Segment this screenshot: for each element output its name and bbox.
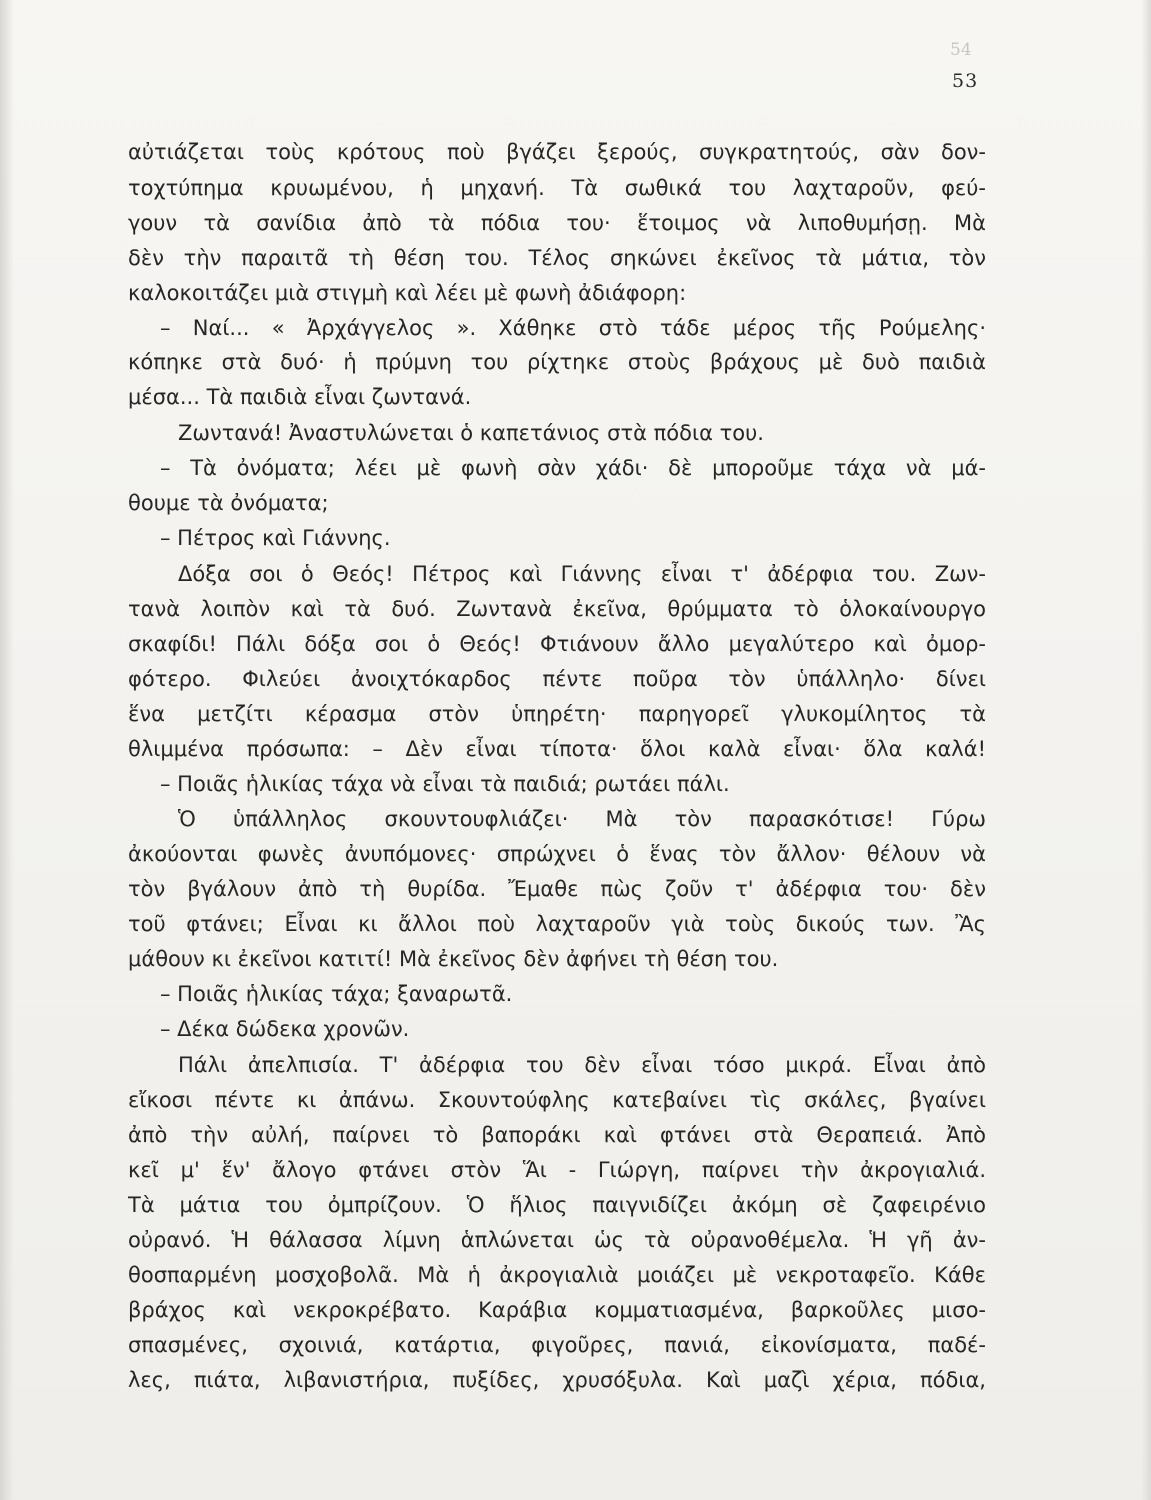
text-line: – Ποιᾶς ἡλικίας τάχα; ξαναρωτᾶ. bbox=[160, 982, 513, 1006]
text-line: δὲν τὴν παραιτᾶ τὴ θέση του. Τέλος σηκώνει ἐκεῖνος τὰ μάτια, τὸν bbox=[128, 246, 986, 270]
text-line: σπασμένες, σχοινιά, κατάρτια, φιγοῦρες, πανιά, εἰκονίσματα, παδέ- bbox=[128, 1333, 986, 1357]
text-line: τοῦ φτάνει; Εἶναι κι ἄλλοι ποὺ λαχταροῦν γιὰ τοὺς δικούς των. Ἂς bbox=[128, 912, 986, 936]
text-line: μέσα... Τὰ παιδιὰ εἶναι ζωντανά. bbox=[128, 385, 472, 409]
text-line: – Ναί... « Ἀρχάγγελος ». Χάθηκε στὸ τάδε μέρος τῆς Ρούμελης· bbox=[160, 316, 986, 340]
text-line: μάθουν κι ἐκεῖνοι κατιτί! Μὰ ἐκεῖνος δὲν ἀφήνει τὴ θέση του. bbox=[128, 947, 779, 971]
text-line: φότερο. Φιλεύει ἀνοιχτόκαρδος πέντε ποῦρα τὸν ὑπάλληλο· δίνει bbox=[128, 667, 986, 691]
text-line: – Πέτρος καὶ Γιάννης. bbox=[160, 526, 391, 550]
text-line: γουν τὰ σανίδια ἀπὸ τὰ πόδια του· ἕτοιμος νὰ λιποθυμήσῃ. Μὰ bbox=[128, 211, 986, 235]
text-line: κεῖ μ' ἕν' ἄλογο φτάνει στὸν Ἅι - Γιώργη, παίρνει τὴν ἀκρογιαλιά. bbox=[128, 1158, 986, 1182]
text-line: θοσπαρμένη μοσχοβολᾶ. Μὰ ἡ ἀκρογιαλιὰ μοιάζει μὲ νεκροταφεῖο. Κάθε bbox=[128, 1263, 986, 1287]
text-line: Ζωντανά! Ἀναστυλώνεται ὁ καπετάνιος στὰ πόδια του. bbox=[178, 421, 764, 445]
text-line: Ὁ ὑπάλληλος σκουντουφλιάζει· Μὰ τὸν παρασκότισε! Γύρω bbox=[178, 807, 986, 831]
text-line: τοχτύπημα κρυωμένου, ἡ μηχανή. Τὰ σωθικά του λαχταροῦν, φεύ- bbox=[128, 176, 986, 200]
text-line: ἀκούονται φωνὲς ἀνυπόμονες· σπρώχνει ὁ ἕνας τὸν ἄλλον· θέλουν νὰ bbox=[128, 842, 986, 866]
text-line: τὸν βγάλουν ἀπὸ τὴ θυρίδα. Ἔμαθε πὼς ζοῦν τ' ἀδέρφια του· δὲν bbox=[128, 877, 986, 901]
text-line: Δόξα σοι ὁ Θεός! Πέτρος καὶ Γιάννης εἶναι τ' ἀδέρφια του. Ζων- bbox=[178, 562, 986, 586]
text-line: – Δέκα δώδεκα χρονῶν. bbox=[160, 1017, 410, 1041]
text-line: θλιμμένα πρόσωπα: – Δὲν εἶναι τίποτα· ὅλοι καλὰ εἶναι· ὅλα καλά! bbox=[128, 737, 986, 761]
text-line: εἴκοσι πέντε κι ἀπάνω. Σκουντούφλης κατεβαίνει τὶς σκάλες, βγαίνει bbox=[128, 1088, 986, 1112]
text-line: – Ποιᾶς ἡλικίας τάχα νὰ εἶναι τὰ παιδιά; ρωτάει πάλι. bbox=[160, 772, 730, 796]
text-line: αὐτιάζεται τοὺς κρότους ποὺ βγάζει ξερούς, συγκρατητούς, σὰν δον- bbox=[128, 140, 986, 164]
text-line: καλοκοιτάζει μιὰ στιγμὴ καὶ λέει μὲ φωνὴ ἀδιάφορη: bbox=[128, 281, 687, 305]
text-line: ἕνα μετζίτι κέρασμα στὸν ὑπηρέτη· παρηγορεῖ γλυκομίλητος τὰ bbox=[128, 702, 986, 726]
text-line: βράχος καὶ νεκροκρέβατο. Καράβια κομματιασμένα, βαρκοῦλες μισο- bbox=[128, 1298, 986, 1322]
text-line: θουμε τὰ ὀνόματα; bbox=[128, 491, 329, 515]
text-line: λες, πιάτα, λιβανιστήρια, πυξίδες, χρυσόξυλα. Καὶ μαζὶ χέρια, πόδια, bbox=[128, 1368, 986, 1392]
text-line: κόπηκε στὰ δυό· ἡ πρύμνη του ρίχτηκε στοὺς βράχους μὲ δυὸ παιδιὰ bbox=[128, 350, 986, 374]
text-line: τανὰ λοιπὸν καὶ τὰ δυό. Ζωντανὰ ἐκεῖνα, θρύμματα τὸ ὁλοκαίνουργο bbox=[128, 597, 986, 621]
bleed-through-page-number: 54 bbox=[950, 40, 972, 60]
text-line: Πάλι ἀπελπισία. Τ' ἀδέρφια του δὲν εἶναι τόσο μικρά. Εἶναι ἀπὸ bbox=[178, 1053, 986, 1077]
text-line: Τὰ μάτια του ὀμπρίζουν. Ὁ ἥλιος παιγνιδίζει ἀκόμη σὲ ζαφειρένιο bbox=[128, 1193, 986, 1217]
text-line: – Τὰ ὀνόματα; λέει μὲ φωνὴ σὰν χάδι· δὲ μποροῦμε τάχα νὰ μά- bbox=[160, 456, 986, 480]
text-line: ἀπὸ τὴν αὐλή, παίρνει τὸ βαποράκι καὶ φτάνει στὰ Θεραπειά. Ἀπὸ bbox=[128, 1123, 986, 1147]
page-number: 53 bbox=[952, 70, 979, 92]
text-line: σκαφίδι! Πάλι δόξα σοι ὁ Θεός! Φτιάνουν ἄλλο μεγαλύτερο καὶ ὀμορ- bbox=[128, 632, 986, 656]
text-line: οὐρανό. Ἡ θάλασσα λίμνη ἁπλώνεται ὡς τὰ οὐρανοθέμελα. Ἡ γῆ ἀν- bbox=[128, 1228, 986, 1252]
